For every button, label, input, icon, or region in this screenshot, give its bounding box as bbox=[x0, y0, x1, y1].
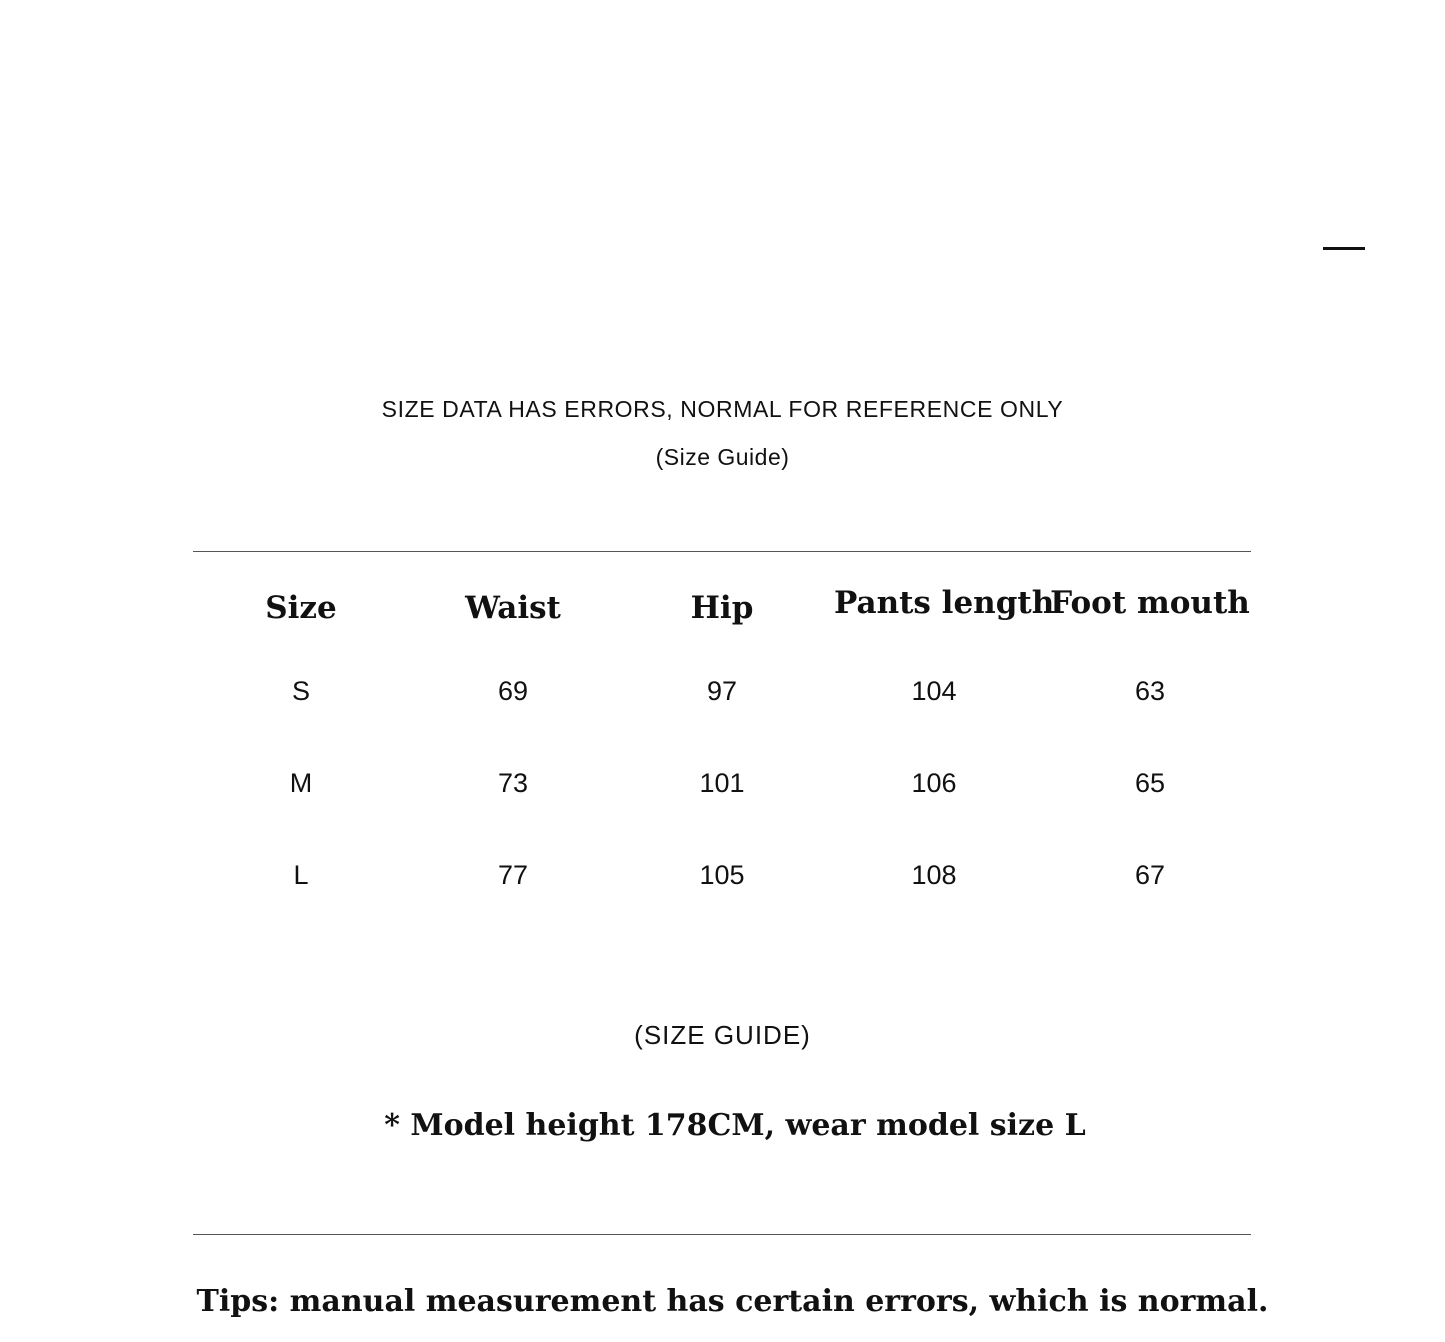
cell-foot-mouth: 65 bbox=[1134, 768, 1166, 798]
measurement-tips: Tips: manual measurement has certain errors, which is normal. bbox=[196, 1284, 1269, 1319]
top-divider bbox=[193, 551, 1251, 552]
table-row bbox=[193, 676, 1251, 768]
cell-hip: 105 bbox=[699, 860, 745, 890]
cell-pants-length: 104 bbox=[911, 676, 957, 706]
header-waist: Waist bbox=[465, 590, 561, 626]
bottom-divider bbox=[193, 1234, 1251, 1235]
header-pants-length: Pants length bbox=[834, 585, 1055, 621]
size-table bbox=[193, 585, 1251, 952]
cell-size: L bbox=[293, 860, 309, 890]
cell-pants-length: 106 bbox=[911, 768, 957, 798]
dash-mark bbox=[1323, 247, 1365, 250]
size-disclaimer: SIZE DATA HAS ERRORS, NORMAL FOR REFERENCE ONLY bbox=[381, 396, 1064, 422]
cell-foot-mouth: 63 bbox=[1134, 676, 1166, 706]
cell-pants-length: 108 bbox=[911, 860, 957, 890]
cell-hip: 101 bbox=[699, 768, 745, 798]
cell-foot-mouth: 67 bbox=[1134, 860, 1166, 890]
cell-waist: 77 bbox=[497, 860, 529, 890]
header-hip: Hip bbox=[690, 590, 754, 626]
size-guide-subtitle: (Size Guide) bbox=[655, 444, 790, 470]
cell-waist: 73 bbox=[497, 768, 529, 798]
model-note: * Model height 178CM, wear model size L bbox=[384, 1108, 1086, 1143]
cell-hip: 97 bbox=[706, 676, 738, 706]
cell-size: S bbox=[291, 676, 310, 706]
header-foot-mouth: Foot mouth bbox=[1050, 585, 1250, 621]
header-size: Size bbox=[265, 590, 337, 626]
cell-waist: 69 bbox=[497, 676, 529, 706]
table-header-row bbox=[193, 585, 1251, 676]
size-guide-caption: (SIZE GUIDE) bbox=[634, 1020, 811, 1050]
table-row bbox=[193, 768, 1251, 860]
table-row bbox=[193, 860, 1251, 952]
cell-size: M bbox=[289, 768, 313, 798]
